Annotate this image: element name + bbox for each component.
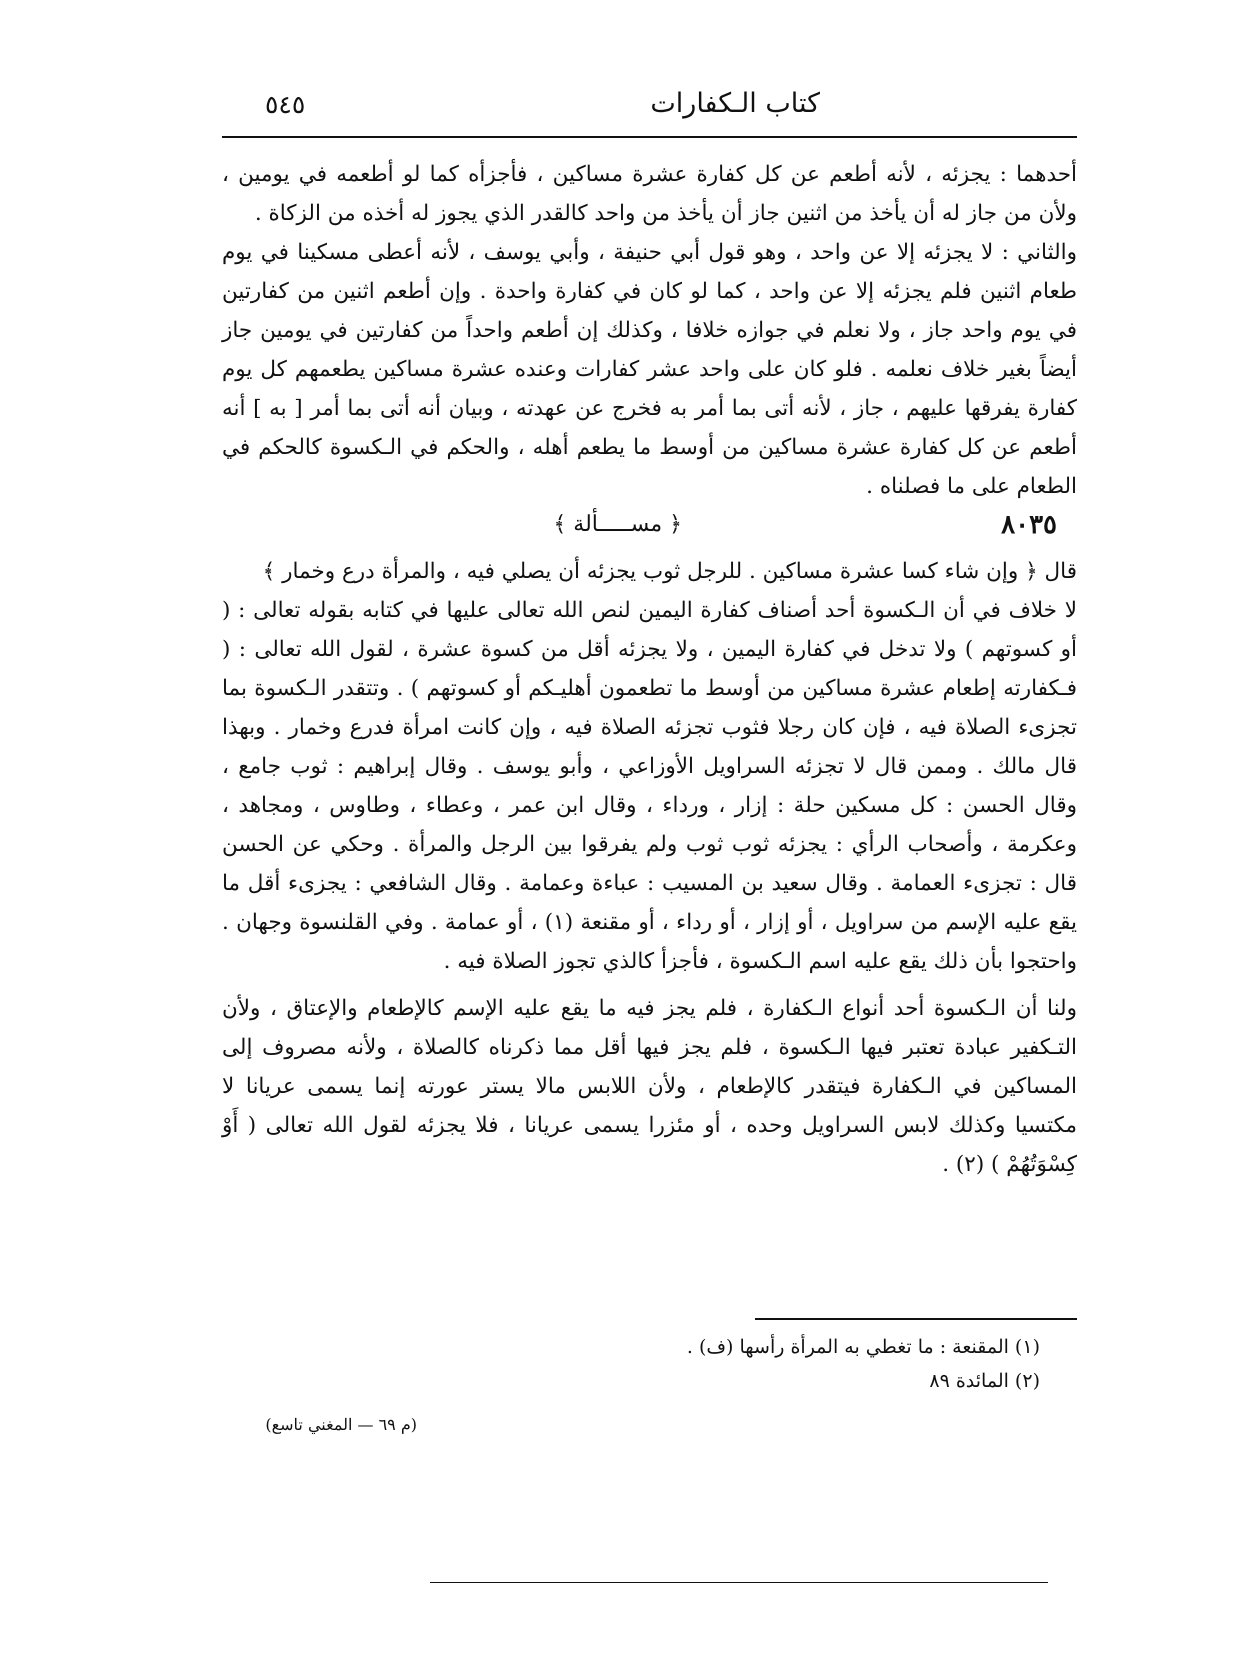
masala-number: ٨٠٣٥ — [1001, 510, 1057, 540]
masala-heading — [222, 510, 1077, 550]
bottom-rule — [430, 1582, 1048, 1583]
masala-title: ﴿ مســـــألة ﴾ — [553, 512, 682, 537]
paragraph-3: قال ﴿ وإن شاء كسا عشرة مساكين . للرجل ثوب يجزئه أن يصلي فيه ، والمرأة درع وخمار ﴾ — [262, 559, 1077, 584]
paragraph-4: لا خلاف في أن الـكسوة أحد أصناف كفارة اليمين لنص الله تعالى عليها في كتابه بقوله تعالى : ( أو كسوتهم ) ولا تدخل في كفارة اليمين ، ولا يجزئه أقل من كسوة عشرة ، لقول الله تعالى : ( فـكفارته إطعام عشرة مساكين من أوسط ما تطعمون أهليـكم أو كسوتهم ) . وتتقدر الـكسوة بما تجزىء الصلاة فيه ، فإن كان رجلا فثوب تجزئه الصلاة فيه ، وإن كانت امرأة فدرع وخمار . وبهذا قال مالك . وممن قال لا تجزئه السراويل الأوزاعي ، وأبو يوسف . وقال إبراهيم : ثوب جامع ، وقال الحسن : كل مسكين حلة : إزار ، ورداء ، وقال ابن عمر ، وعطاء ، وطاوس ، ومجاهد ، وعكرمة ، وأصحاب الرأي : يجزئه ثوب ثوب ولم يفرقوا بين الرجل والمرأة . وحكي عن الحسن قال : تجزىء العمامة . وقال سعيد بن المسيب : عباءة وعمامة . وقال الشافعي : يجزىء أقل ما يقع عليه الإسم من سراويل ، أو إزار ، أو رداء ، أو مقنعة (١) ، أو عمامة . وفي القلنسوة وجهان . واحتجوا بأن ذلك يقع عليه اسم الـكسوة ، فأجزأ كالذي تجوز الصلاة فيه . — [222, 598, 1077, 974]
paragraph-1: أحدهما : يجزئه ، لأنه أطعم عن كل كفارة عشرة مساكين ، فأجزأه كما لو أطعمه في يومين ، ولأن من جاز له أن يأخذ من اثنين جاز أن يأخذ من واحد كالقدر الذي يجوز له أخذه من الزكاة . — [222, 162, 1077, 226]
footnote-1: (١) المقنعة : ما تغطي به المرأة رأسها (ف) . — [686, 1336, 1040, 1358]
page-number: ٥٤٥ — [265, 90, 306, 119]
header-rule — [222, 136, 1077, 138]
page-header — [250, 84, 1070, 130]
paragraph-2: والثاني : لا يجزئه إلا عن واحد ، وهو قول أبي حنيفة ، وأبي يوسف ، لأنه أعطى مسكينا في يوم طعام اثنين فلم يجزئه إلا عن واحد ، كما لو كان في كفارة واحدة . وإن أطعم اثنين من كفارتين في يوم واحد جاز ، ولا نعلم في جوازه خلافا ، وكذلك إن أطعم واحداً من كفارتين في يومين جاز أيضاً بغير خلاف نعلمه . فلو كان على واحد عشر كفارات وعنده عشرة مساكين يطعمهم كل يوم كفارة يفرقها عليهم ، جاز ، لأنه أتى بما أمر به فخرج عن عهدته ، وبيان أنه أتى بما أمر [ به ] أنه أطعم عن كل كفارة عشرة مساكين من أوسط ما يطعم أهله ، والحكم في الـكسوة كالحكم في الطعام على ما فصلناه . — [222, 240, 1077, 499]
page-title: كتاب الـكفارات — [650, 88, 820, 119]
footnotes — [500, 1330, 1040, 1398]
body-text — [222, 155, 1077, 1184]
footnote-2: (٢) المائدة ٨٩ — [929, 1370, 1040, 1392]
paragraph-5: ولنا أن الـكسوة أحد أنواع الـكفارة ، فلم يجز فيه ما يقع عليه الإسم كالإطعام والإعتاق ، ولأن التـكفير عبادة تعتبر فيها الـكسوة ، فلم يجز فيها أقل مما ذكرناه كالصلاة ، ولأنه مصروف إلى المساكين في الـكفارة فيتقدر كالإطعام ، ولأن اللابس مالا يستر عورته إنما يسمى عريانا لا مكتسيا وكذلك لابس السراويل وحده ، أو مئزرا يسمى عريانا ، فلا يجزئه لقول الله تعالى ( أَوْ كِسْوَتُهُمْ ) (٢) . — [222, 996, 1077, 1177]
footnote-rule — [755, 1318, 1077, 1320]
signature-mark: (م ٦٩ — المغني تاسع) — [265, 1415, 417, 1434]
